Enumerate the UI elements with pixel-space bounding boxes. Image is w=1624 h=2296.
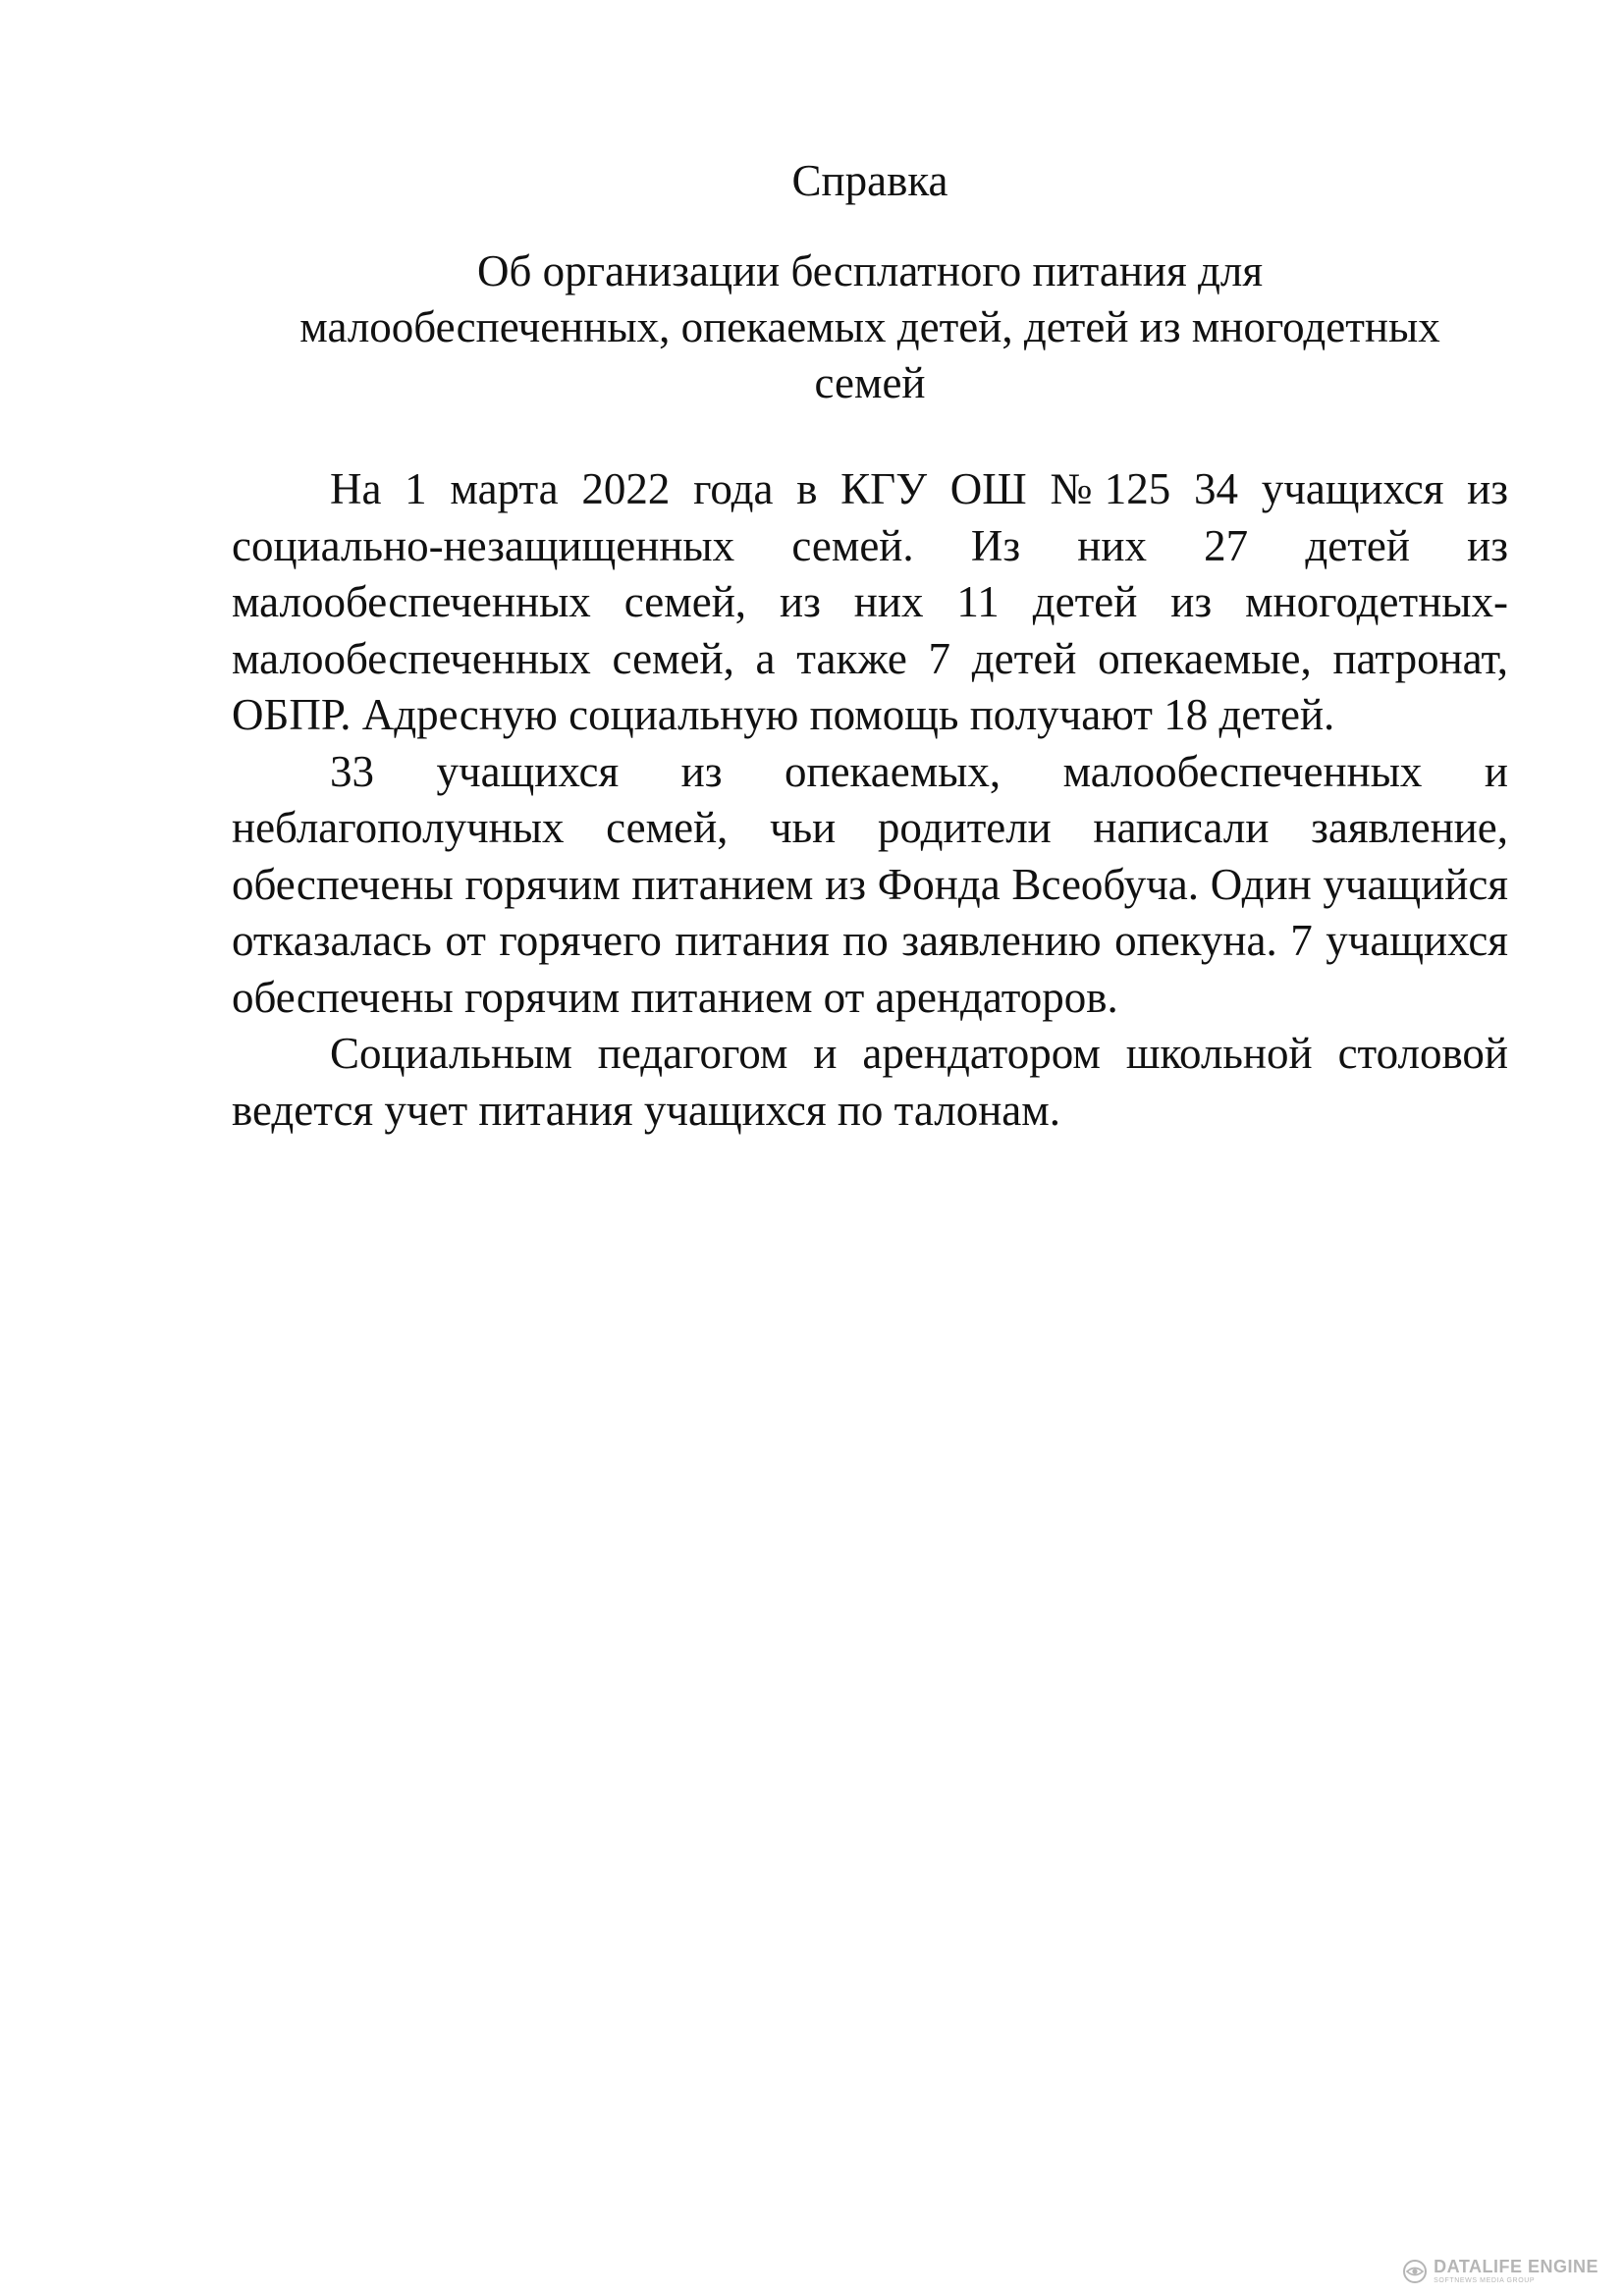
watermark [1402, 2258, 1598, 2284]
body-paragraph: 33 учащихся из опекаемых, малообеспеченных и неблагополучных семей, чьи родители написали заявление, обеспечены горячим питанием из Фонда Всеобуча. Один учащийся отказалась от горячего питания по заявлению опекуна. 7 учащихся обеспечены горячим питанием от арендаторов. [232, 746, 1508, 1022]
subtitle-line: малообеспеченных, опекаемых детей, детей из многодетных [299, 302, 1440, 351]
subtitle-line: Об организации бесплатного питания для [476, 246, 1264, 295]
body-paragraph: Социальным педагогом и арендатором школьной столовой ведется учет питания учащихся по талонам. [232, 1029, 1508, 1135]
watermark-subtitle: SOFTNEWS MEDIA GROUP [1434, 2277, 1536, 2284]
eye-logo-icon [1402, 2259, 1428, 2284]
watermark-name: DATALIFE ENGINE [1434, 2257, 1598, 2276]
body-paragraph: На 1 марта 2022 года в КГУ ОШ №125 34 учащихся из социально-незащищенных семей. Из них 27 детей из малообеспеченных семей, из них 11 детей из многодетных-малообеспеченных семей, а также 7 детей опекаемые, патронат, ОБПР. Адресную социальную помощь получают 18 детей. [232, 464, 1508, 739]
document-title: Справка [791, 156, 948, 205]
document-body [232, 461, 1508, 1139]
watermark-text [1434, 2258, 1598, 2284]
subtitle-line: семей [814, 358, 926, 407]
document-subtitle [232, 243, 1508, 411]
